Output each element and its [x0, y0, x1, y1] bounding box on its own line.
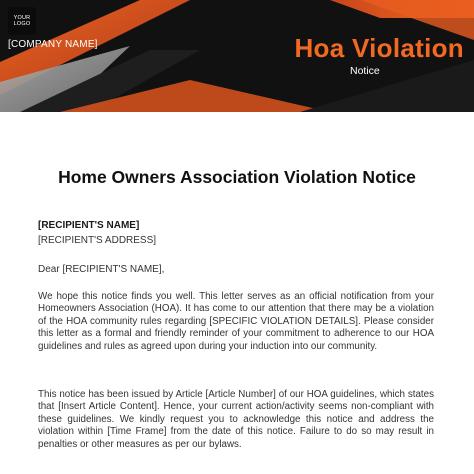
- logo-line-1: YOUR: [13, 14, 31, 21]
- banner-title: Hoa Violation: [294, 33, 464, 63]
- company-name: [COMPANY NAME]: [8, 39, 98, 50]
- body-paragraph: We hope this notice finds you well. This letter serves as an official notification from your Homeowners Association (HOA). It has come to our attention that there may be a violation of the HOA community rules regarding [SPECIFIC VIOLATION DETAILS]. Please consider this letter as a formal and friendly reminder of your commitment to adherence to our HOA guidelines and rules as agreed upon during your induction into our community.: [38, 291, 434, 352]
- body-paragraph: This notice has been issued by Article [Article Number] of our HOA guidelines, which states that [Insert Article Content]. Hence, your current action/activity seems non-compliant with these guidelines. We kindly request you to acknowledge this notice and address the violation within [Time Frame] from the date of this notice. Failure to do so may result in penalties or other measures as per our bylaws.: [38, 389, 434, 450]
- company-logo: [8, 7, 36, 35]
- logo-line-2: LOGO: [13, 21, 31, 27]
- document-title: Home Owners Association Violation Notice: [58, 167, 416, 187]
- greeting: Dear [RECIPIENT'S NAME],: [38, 264, 165, 275]
- recipient-name: [RECIPIENT'S NAME]: [38, 220, 140, 231]
- recipient-address: [RECIPIENT'S ADDRESS]: [38, 235, 157, 246]
- header-banner: [0, 0, 474, 112]
- banner-subtitle: Notice: [350, 65, 380, 77]
